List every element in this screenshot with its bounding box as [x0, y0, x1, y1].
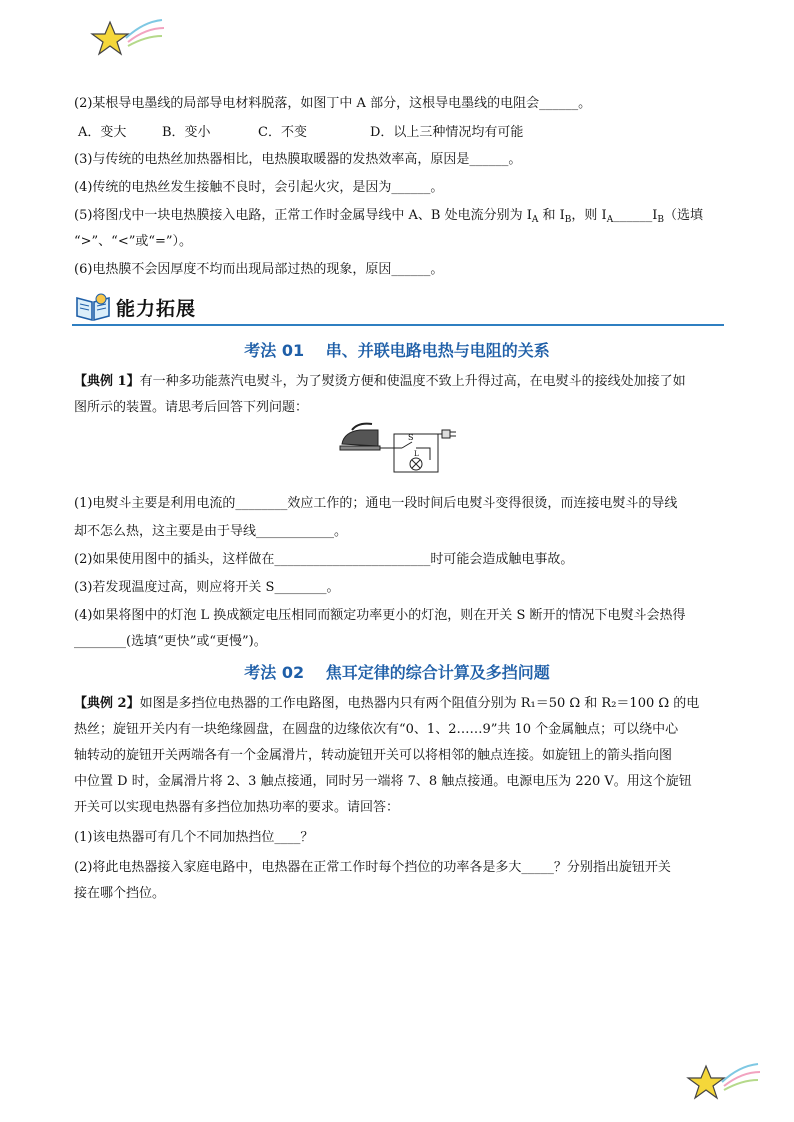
question-2: (2)某根导电墨线的局部导电材料脱落，如图丁中 A 部分，这根导电墨线的电阻会______。	[74, 96, 592, 111]
example-2-line5: 开关可以实现电热器有多挡位加热功率的要求。请回答：	[74, 800, 400, 815]
iron-circuit-figure	[338, 420, 460, 482]
m1-question-3: (3)若发现温度过高，则应将开关 S________。	[74, 580, 340, 595]
m1-question-4-line1: (4)如果将图中的灯泡 L 换成额定电压相同而额定功率更小的灯泡，则在开关 S 断开的情况下电熨斗会热得	[74, 608, 686, 623]
m2-question-1: (1)该电热器可有几个不同加热挡位____？	[74, 830, 314, 845]
star-decoration-icon	[684, 1058, 764, 1104]
m1-question-1-line1: (1)电熨斗主要是利用电流的________效应工作的；通电一段时间后电熨斗变得很烫，而连接电熨斗的导线	[74, 496, 678, 511]
section-heading	[72, 290, 724, 328]
example-2-label: 【典例 2】	[74, 696, 140, 711]
method-2-title: 考法 02 焦耳定律的综合计算及多挡问题	[244, 663, 550, 682]
example-1-line2: 图所示的装置。请思考后回答下列问题：	[74, 400, 309, 415]
m1-question-2: (2)如果使用图中的插头，这样做在________________________时可能会造成触电事故。	[74, 552, 574, 567]
example-2-line3: 轴转动的旋钮开关两端各有一个金属滑片，转动旋钮开关可以将相邻的触点连接。如旋钮上的箭头指向图	[74, 748, 673, 763]
heading-divider	[72, 324, 724, 326]
section-title: 能力拓展	[116, 298, 197, 320]
option-d: D．以上三种情况均有可能	[370, 125, 524, 140]
option-b: B．变小	[162, 125, 211, 140]
question-3: (3)与传统的电热丝加热器相比，电热膜取暖器的发热效率高，原因是______。	[74, 152, 522, 167]
star-decoration-icon	[88, 14, 168, 60]
book-icon	[74, 292, 112, 322]
question-6: (6)电热膜不会因厚度不均而出现局部过热的现象，原因______。	[74, 262, 444, 277]
method-1-title: 考法 01 串、并联电路电热与电阻的关系	[244, 341, 550, 360]
m2-question-2-line1: (2)将此电热器接入家庭电路中，电热器在正常工作时每个挡位的功率各是多大_____？分别指出旋钮开关	[74, 860, 671, 875]
m1-question-1-line2: 却不怎么热，这主要是由于导线____________。	[74, 524, 348, 539]
example-2-line4: 中位置 D 时，金属滑片将 2、3 触点接通，同时另一端将 7、8 触点接通。电源电压为 220 V。用这个旋钮	[74, 774, 692, 789]
question-5-line2: “>”、“<”或“=”）。	[74, 234, 193, 249]
m1-question-4-line2: ________(选填“更快”或“更慢”)。	[74, 634, 267, 649]
lamp-label: L	[414, 450, 419, 458]
m2-question-2-line2: 接在哪个挡位。	[74, 886, 166, 901]
option-c: C．不变	[258, 125, 307, 140]
option-a: A．变大	[78, 125, 127, 140]
question-4: (4)传统的电热丝发生接触不良时，会引起火灾，是因为______。	[74, 180, 444, 195]
example-1-line1: 【典例 1】有一种多功能蒸汽电熨斗，为了熨烫方便和使温度不致上升得过高，在电熨斗的接线处加接了如	[74, 374, 686, 389]
switch-label: S	[408, 433, 414, 442]
example-2-line1: 【典例 2】如图是多挡位电热器的工作电路图，电热器内只有两个阻值分别为 R₁＝50 Ω 和 R₂＝100 Ω 的电	[74, 696, 700, 711]
example-1-label: 【典例 1】	[74, 374, 140, 389]
example-2-line2: 热丝；旋钮开关内有一块绝缘圆盘，在圆盘的边缘依次有“0、1、2……9”共 10 个金属触点；可以绕中心	[74, 722, 679, 737]
question-5: (5)将图戊中一块电热膜接入电路，正常工作时金属导线中 A、B 处电流分别为 $I_A$ 和 $I_B$，则 $I_A\_\_\_\_\_\_I_B$（选填	[74, 208, 703, 225]
